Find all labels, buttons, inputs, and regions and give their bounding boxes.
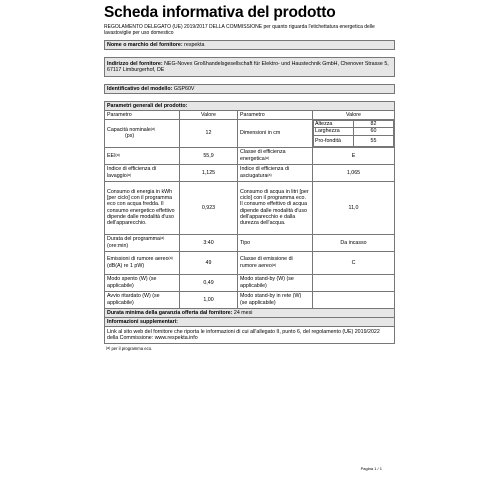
energy-class-label: Classe di efficienza energetica — [240, 149, 286, 162]
supplier-address-row — [105, 58, 395, 77]
table-row — [105, 251, 395, 274]
footnote-ref: (a) — [267, 172, 272, 177]
supplier-name-label: Nome o marchio del fornitore: — [107, 42, 183, 48]
energy-class-value: E — [313, 147, 395, 164]
footnote-ref: (a) — [126, 172, 132, 177]
eei-value: 55,9 — [180, 147, 238, 164]
footnote-ref: (a) — [160, 236, 165, 241]
footnote-ref: (a) — [264, 155, 270, 160]
supplier-address-label: Indirizzo del fornitore: — [107, 61, 163, 67]
header-value: Valore — [180, 111, 238, 120]
column-header-row — [105, 111, 395, 120]
standby-label: Modo stand-by (W) (se applicabile) — [238, 274, 313, 291]
network-standby-value — [313, 291, 395, 308]
duration-label: Durata del programma — [107, 236, 160, 243]
height-value: 82 — [354, 121, 394, 128]
footnote-text: per il programma eco. — [111, 345, 153, 351]
footnote — [106, 346, 394, 351]
table-row — [105, 164, 395, 181]
off-mode-label: Modo spento (W) (se applicabile) — [105, 274, 180, 291]
footnote-ref: (a) — [150, 127, 156, 132]
water-consumption-value: 11,0 — [313, 181, 395, 234]
standby-value — [313, 274, 395, 291]
general-params-label: Parametri generali del prodotto: — [105, 102, 395, 111]
cleaning-label: Indice di efficienza di lavaggio — [107, 166, 157, 179]
height-label: Altezza — [314, 121, 354, 128]
type-value: Da incasso — [313, 234, 395, 251]
product-fiche — [104, 0, 394, 500]
footnote-ref: (a) — [271, 262, 277, 267]
footnote-ref: (a) — [115, 152, 120, 157]
capacity-value: 12 — [180, 120, 238, 147]
model-value: GSP60V — [173, 86, 195, 93]
model-label: Identificativo del modello: — [107, 86, 173, 93]
drying-value: 1,065 — [313, 164, 395, 181]
supplier-link-row — [105, 326, 395, 343]
warranty-label: Durata minima della garanzia offerta dal fornitore: — [107, 309, 233, 316]
table-row — [105, 291, 395, 308]
depth-value: 55 — [354, 135, 394, 146]
general-params-row — [105, 102, 395, 111]
header-param: Parametro — [105, 111, 180, 120]
footnote-mark: (a) — [106, 345, 111, 350]
dimensions-table — [313, 120, 394, 146]
additional-info-row — [105, 317, 395, 326]
drying-label: Indice di efficienza di asciugatura — [240, 166, 290, 179]
delay-start-value: 1,00 — [180, 291, 238, 308]
header-value-2: Valore — [313, 111, 395, 120]
duration-unit: (ore:min) — [107, 242, 129, 249]
type-label: Tipo — [238, 234, 313, 251]
supplier-address-value: NEG-Novex Großhandelsgesellschaft für Elektro- und Haustechnik GmbH, Chenover Strasse 5, 67117 Limburgerhof, DE — [107, 61, 389, 74]
eei-label: EEI — [107, 152, 116, 159]
energy-consumption-value: 0,923 — [180, 181, 238, 234]
table-row — [105, 120, 395, 147]
energy-consumption-label: Consumo di energia in kWh [per ciclo] con il programma eco con acqua fredda. Il consumo energetico effettivo dipende dalle modalità d'uso dell'apparecchio. — [107, 189, 175, 226]
supplier-name-row — [105, 41, 395, 50]
supplier-name-value: respekta — [184, 42, 205, 48]
additional-info-label: Informazioni supplementari: — [105, 317, 395, 326]
page-title: Scheda informativa del prodotto — [104, 4, 336, 21]
depth-label: Pro-fondità — [314, 135, 354, 146]
network-standby-label: Modo stand-by in rete (W) (se applicabile) — [238, 291, 313, 308]
header-param-2: Parametro — [238, 111, 313, 120]
noise-label: Emissioni di rumore aereo — [107, 256, 169, 263]
supplier-link-text: Link al sito web del fornitore che riporta le informazioni di cui all'allegato II, punto 6, del regolamento (UE) 2019/2022 della Commissione: www.respekta.info — [105, 326, 395, 343]
noise-unit: (dB(A) re 1 pW) — [107, 262, 145, 269]
delay-start-label: Avvio ritardato (W) (se applicabile) — [105, 291, 180, 308]
noise-class-label: Classe di emissione di rumore aereo — [240, 256, 293, 269]
noise-value: 49 — [180, 251, 238, 274]
cleaning-value: 1,125 — [180, 164, 238, 181]
capacity-unit: (ps) — [125, 133, 135, 140]
table-row — [105, 147, 395, 164]
width-value: 60 — [354, 128, 394, 135]
water-consumption-label: Consumo di acqua in litri [per ciclo] con il programma eco. Il consumo effettivo di acqua dipende dalle modalità d'uso dell'apparecchio e dalla durezza dell'acqua. — [240, 189, 309, 226]
fiche-table — [104, 40, 395, 344]
footnote-ref: (a) — [168, 256, 173, 261]
page-number: Pagina 1 / 1 — [360, 466, 382, 471]
off-mode-value: 0,49 — [180, 274, 238, 291]
noise-class-value: C — [313, 251, 395, 274]
width-label: Larghezza — [314, 128, 354, 135]
table-row — [105, 181, 395, 234]
model-row — [105, 85, 395, 94]
duration-value: 3:40 — [180, 234, 238, 251]
table-row — [105, 234, 395, 251]
capacity-label: Capacità nominale — [107, 127, 151, 134]
warranty-row — [105, 308, 395, 317]
warranty-value: 24 mesi — [233, 309, 253, 316]
table-row — [105, 274, 395, 291]
regulation-text: REGOLAMENTO DELEGATO (UE) 2019/2017 DELLA COMMISSIONE per quanto riguarda l'etichettatura energetica delle lavastoviglie per uso domestico — [104, 24, 375, 36]
dimensions-label: Dimensioni in cm — [238, 120, 313, 147]
